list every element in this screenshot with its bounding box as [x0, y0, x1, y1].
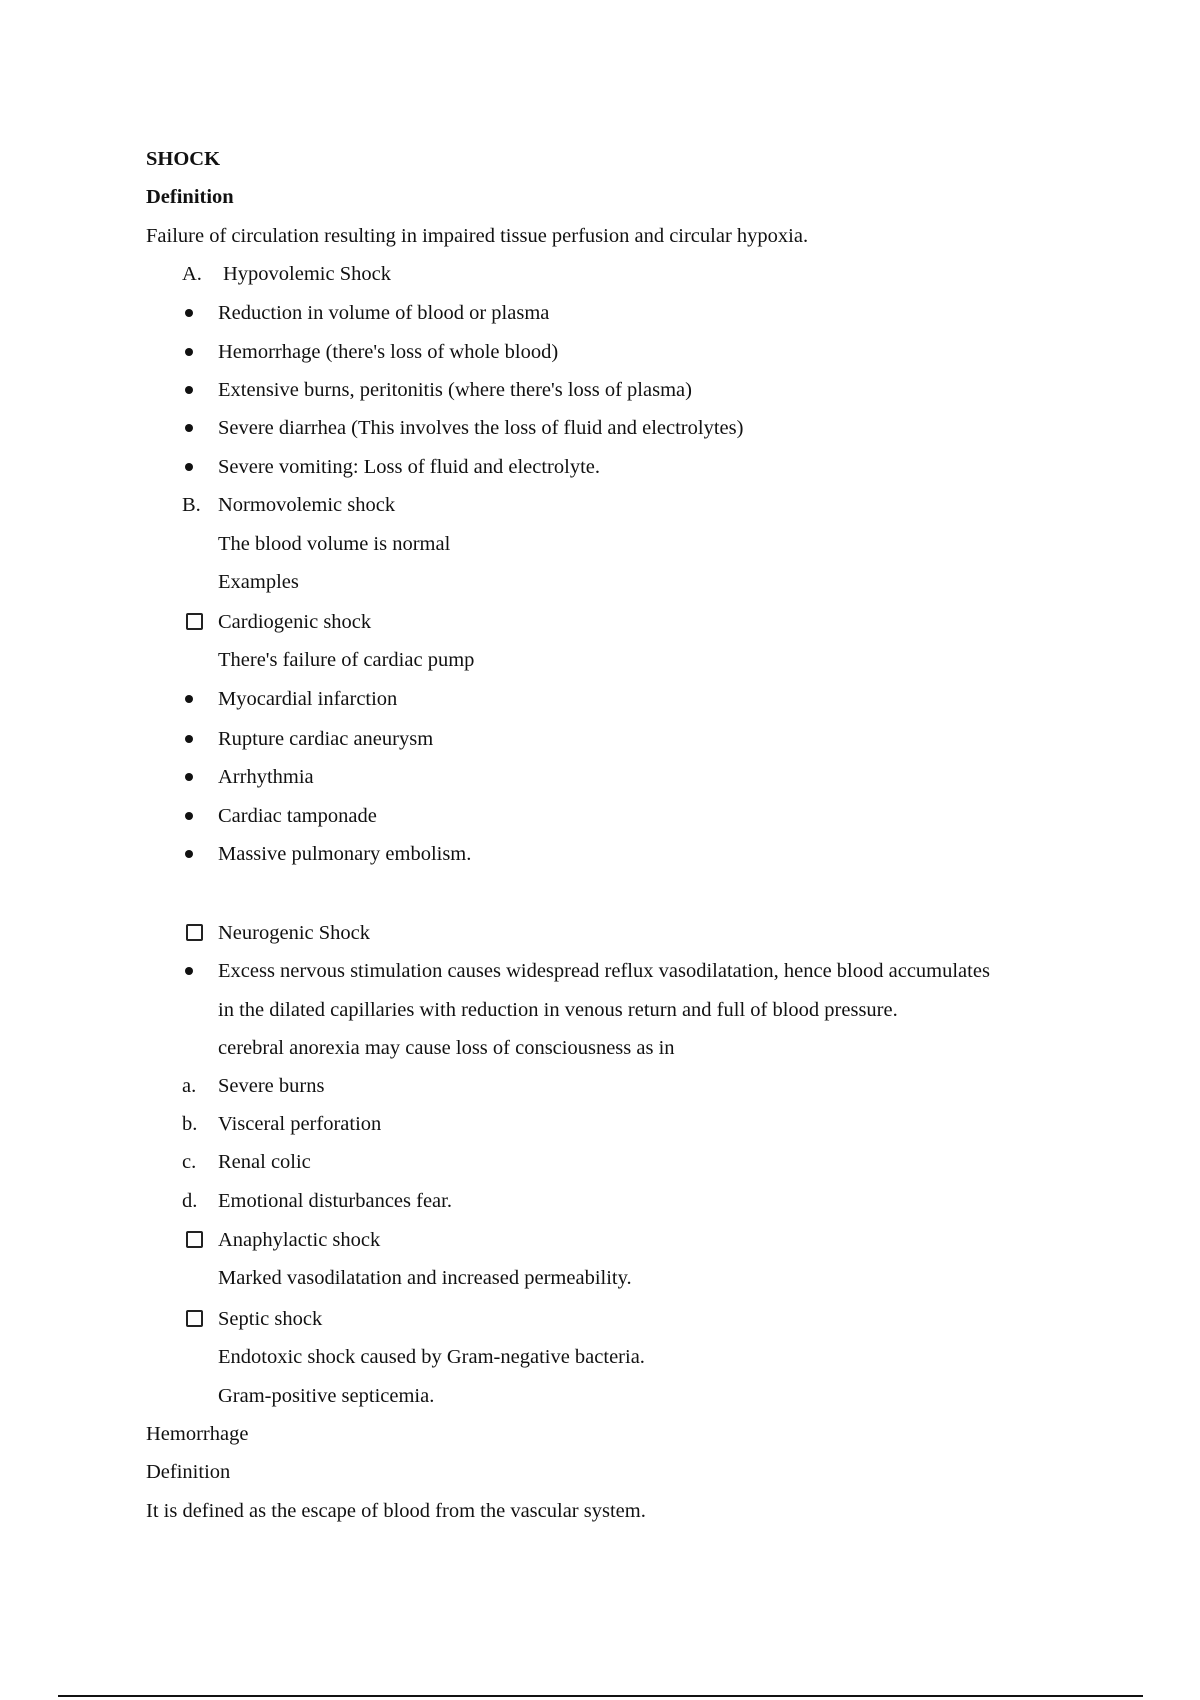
section-a-label: Hypovolemic Shock — [223, 263, 391, 285]
list-item: Cardiac tamponade — [218, 805, 377, 827]
list-item: Hemorrhage (there's loss of whole blood) — [218, 341, 559, 363]
bullet-icon — [185, 812, 193, 820]
list-item: Myocardial infarction — [218, 688, 398, 710]
sub-item-marker: c. — [182, 1151, 197, 1173]
sub-item-marker: b. — [182, 1113, 198, 1135]
checkbox-icon — [186, 613, 203, 630]
bullet-icon — [185, 309, 193, 317]
definition-heading: Definition — [146, 186, 234, 208]
sub-item: Renal colic — [218, 1151, 311, 1173]
anaphylactic-note: Marked vasodilatation and increased permeability. — [218, 1267, 632, 1289]
sub-item: Emotional disturbances fear. — [218, 1190, 452, 1212]
list-item: Massive pulmonary embolism. — [218, 843, 472, 865]
septic-label: Septic shock — [218, 1308, 323, 1330]
neurogenic-text: Excess nervous stimulation causes widespread reflux vasodilatation, hence blood accumulates — [218, 960, 990, 982]
list-item: Rupture cardiac aneurysm — [218, 728, 434, 750]
list-item: Severe diarrhea (This involves the loss of fluid and electrolytes) — [218, 417, 744, 439]
bullet-icon — [185, 850, 193, 858]
neurogenic-label: Neurogenic Shock — [218, 922, 370, 944]
footer-divider — [58, 1695, 1143, 1697]
list-item: Extensive burns, peritonitis (where there's loss of plasma) — [218, 379, 692, 401]
page-title: SHOCK — [146, 148, 221, 170]
cardiogenic-note: There's failure of cardiac pump — [218, 649, 475, 671]
neurogenic-text: in the dilated capillaries with reduction in venous return and full of blood pressure. — [218, 999, 898, 1021]
sub-item: Visceral perforation — [218, 1113, 382, 1135]
bullet-icon — [185, 695, 193, 703]
section-b-label: Normovolemic shock — [218, 494, 396, 516]
neurogenic-text: cerebral anorexia may cause loss of consciousness as in — [218, 1037, 675, 1059]
list-item: Arrhythmia — [218, 766, 314, 788]
bullet-icon — [185, 735, 193, 743]
bullet-icon — [185, 424, 193, 432]
list-item: Severe vomiting: Loss of fluid and electrolyte. — [218, 456, 601, 478]
bullet-icon — [185, 463, 193, 471]
cardiogenic-label: Cardiogenic shock — [218, 611, 372, 633]
section-a-marker: A. — [182, 263, 202, 285]
bullet-icon — [185, 967, 193, 975]
section-b-marker: B. — [182, 494, 201, 516]
sub-item-marker: a. — [182, 1075, 197, 1097]
sub-item: Severe burns — [218, 1075, 325, 1097]
definition-text: Failure of circulation resulting in impaired tissue perfusion and circular hypoxia. — [146, 225, 809, 247]
hemorrhage-definition-text: It is defined as the escape of blood from the vascular system. — [146, 1500, 646, 1522]
checkbox-icon — [186, 924, 203, 941]
septic-note: Gram-positive septicemia. — [218, 1385, 435, 1407]
list-item: Reduction in volume of blood or plasma — [218, 302, 550, 324]
bullet-icon — [185, 386, 193, 394]
bullet-icon — [185, 773, 193, 781]
bullet-icon — [185, 348, 193, 356]
anaphylactic-label: Anaphylactic shock — [218, 1229, 381, 1251]
examples-label: Examples — [218, 571, 299, 593]
checkbox-icon — [186, 1310, 203, 1327]
hemorrhage-definition-heading: Definition — [146, 1461, 231, 1483]
section-b-note: The blood volume is normal — [218, 533, 451, 555]
sub-item-marker: d. — [182, 1190, 198, 1212]
septic-note: Endotoxic shock caused by Gram-negative bacteria. — [218, 1346, 645, 1368]
hemorrhage-heading: Hemorrhage — [146, 1423, 249, 1445]
checkbox-icon — [186, 1231, 203, 1248]
